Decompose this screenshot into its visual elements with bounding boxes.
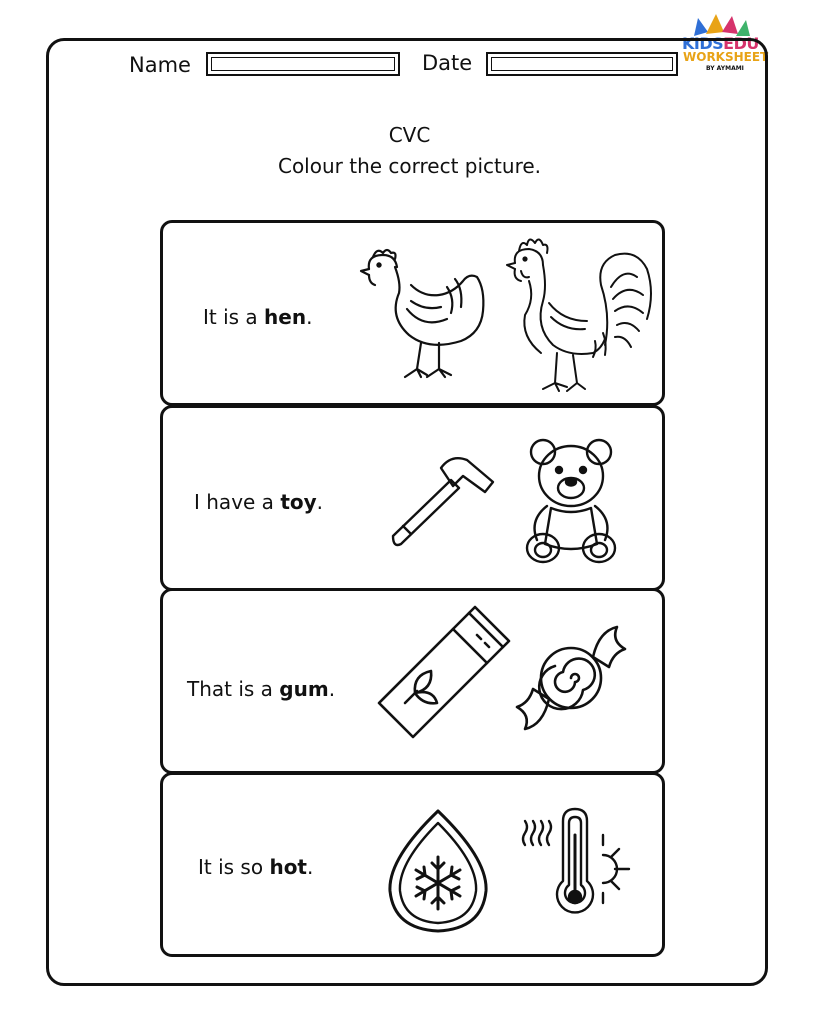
name-label: Name [129, 53, 191, 77]
worksheet-title: CVC [388, 123, 431, 147]
gum-icon[interactable] [375, 603, 511, 743]
logo-line-1: KIDSEDU [682, 34, 759, 53]
target-word: hen [264, 305, 307, 329]
snowflake-drop-icon[interactable] [385, 807, 491, 935]
target-word: gum [279, 677, 329, 701]
question-card-2 [160, 405, 665, 591]
teddy-bear-icon[interactable] [521, 432, 621, 566]
logo-line-2: WORKSHEET [683, 50, 769, 64]
target-word: toy [280, 490, 317, 514]
worksheet-instruction: Colour the correct picture. [277, 154, 542, 178]
question-sentence-1: It is a hen. [203, 305, 313, 329]
question-card-4 [160, 772, 665, 957]
target-word: hot [269, 855, 307, 879]
logo-line-3: BY AYMAMI [706, 65, 744, 72]
hen-icon[interactable] [359, 243, 489, 383]
candy-icon[interactable] [513, 621, 629, 735]
question-sentence-4: It is so hot. [198, 855, 314, 879]
question-sentence-2: I have a toy. [194, 490, 324, 514]
date-field[interactable] [486, 52, 678, 76]
date-label: Date [422, 51, 473, 75]
hammer-icon[interactable] [387, 450, 499, 550]
question-card-3 [160, 588, 665, 774]
rooster-icon[interactable] [499, 233, 659, 401]
question-sentence-3: That is a gum. [187, 677, 336, 701]
name-field[interactable] [206, 52, 400, 76]
hot-thermometer-icon[interactable] [519, 805, 637, 929]
question-card-1 [160, 220, 665, 406]
